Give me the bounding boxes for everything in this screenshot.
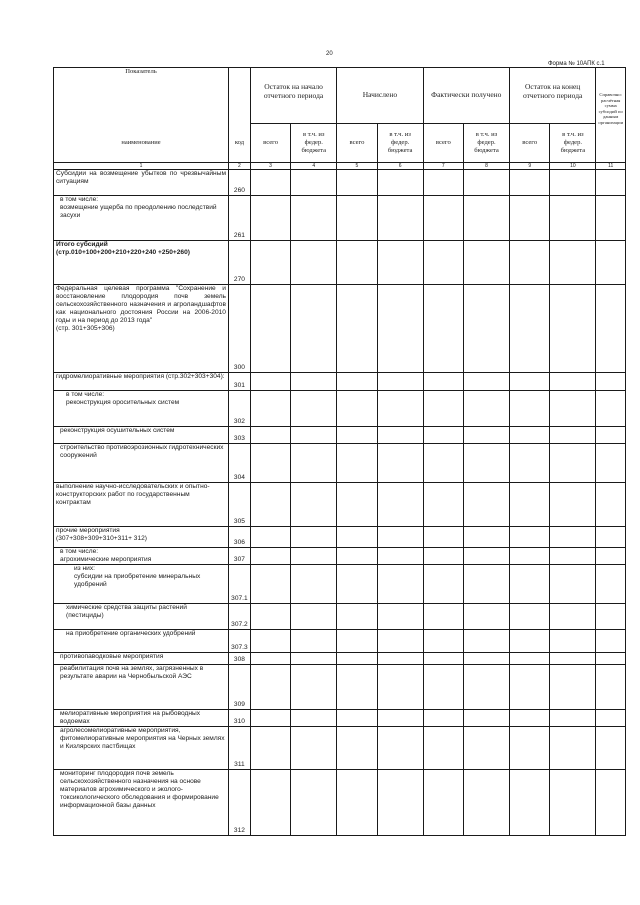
value-cell[interactable] (250, 444, 290, 483)
value-cell[interactable] (291, 391, 337, 427)
value-cell[interactable] (377, 527, 423, 548)
value-cell[interactable] (337, 665, 377, 710)
table-row (54, 665, 626, 710)
column-number: 8 (464, 163, 510, 170)
value-cell[interactable] (596, 548, 626, 565)
value-cell[interactable] (596, 653, 626, 665)
value-cell[interactable] (596, 241, 626, 285)
value-cell[interactable] (377, 427, 423, 444)
row-code: 307 (228, 548, 250, 565)
value-cell[interactable] (377, 483, 423, 527)
column-number: 3 (250, 163, 290, 170)
value-cell[interactable] (291, 770, 337, 836)
header-total-4: всего (509, 124, 549, 163)
value-cell[interactable] (423, 444, 463, 483)
value-cell[interactable] (423, 483, 463, 527)
value-cell[interactable] (509, 727, 549, 770)
value-cell[interactable] (464, 548, 510, 565)
value-cell[interactable] (291, 427, 337, 444)
value-cell[interactable] (596, 604, 626, 630)
row-code: 312 (228, 770, 250, 836)
header-fed-2: в т.ч. из федер. бюджета (377, 124, 423, 163)
value-cell[interactable] (250, 565, 290, 604)
table-row (54, 373, 626, 391)
value-cell[interactable] (250, 630, 290, 653)
value-cell[interactable] (550, 548, 596, 565)
value-cell[interactable] (250, 770, 290, 836)
header-balance-end: Остаток на конец отчетного периода (509, 68, 595, 124)
header-balance-start: Остаток на начало отчетного периода (250, 68, 336, 124)
row-name: Итого субсидий (стр.010+100+200+210+220+240 +250+260) (54, 241, 229, 285)
row-code: 304 (228, 444, 250, 483)
value-cell[interactable] (423, 427, 463, 444)
value-cell[interactable] (596, 727, 626, 770)
value-cell[interactable] (550, 665, 596, 710)
value-cell[interactable] (423, 630, 463, 653)
value-cell[interactable] (596, 285, 626, 373)
value-cell[interactable] (250, 548, 290, 565)
value-cell[interactable] (596, 391, 626, 427)
table-row (54, 285, 626, 373)
row-name: в том числе: агрохимические мероприятия (54, 548, 229, 565)
row-name: противопаводковые мероприятия (54, 653, 229, 665)
table-row (54, 483, 626, 527)
value-cell[interactable] (337, 373, 377, 391)
value-cell[interactable] (337, 391, 377, 427)
value-cell[interactable] (291, 170, 337, 196)
value-cell[interactable] (337, 241, 377, 285)
header-fed-1: в т.ч. из федер. бюджета (291, 124, 337, 163)
value-cell[interactable] (550, 373, 596, 391)
table-row (54, 630, 626, 653)
value-cell[interactable] (464, 373, 510, 391)
value-cell[interactable] (550, 630, 596, 653)
value-cell[interactable] (423, 727, 463, 770)
row-code: 308 (228, 653, 250, 665)
row-name: в том числе: реконструкция оросительных систем (54, 391, 229, 427)
table-row (54, 653, 626, 665)
row-code: 302 (228, 391, 250, 427)
value-cell[interactable] (377, 373, 423, 391)
value-cell[interactable] (423, 196, 463, 241)
value-cell[interactable] (377, 630, 423, 653)
value-cell[interactable] (250, 373, 290, 391)
header-indicator: Показатель (54, 68, 229, 124)
value-cell[interactable] (509, 391, 549, 427)
value-cell[interactable] (337, 548, 377, 565)
value-cell[interactable] (509, 444, 549, 483)
value-cell[interactable] (337, 727, 377, 770)
column-number: 9 (509, 163, 549, 170)
header-fed-3: в т.ч. из федер. бюджета (464, 124, 510, 163)
value-cell[interactable] (550, 196, 596, 241)
value-cell[interactable] (337, 527, 377, 548)
value-cell[interactable] (464, 770, 510, 836)
table-row (54, 604, 626, 630)
value-cell[interactable] (509, 427, 549, 444)
value-cell[interactable] (509, 170, 549, 196)
value-cell[interactable] (509, 604, 549, 630)
value-cell[interactable] (423, 285, 463, 373)
value-cell[interactable] (550, 653, 596, 665)
value-cell[interactable] (377, 653, 423, 665)
column-number: 6 (377, 163, 423, 170)
value-cell[interactable] (509, 241, 549, 285)
value-cell[interactable] (250, 665, 290, 710)
value-cell[interactable] (423, 665, 463, 710)
table-row (54, 770, 626, 836)
column-number: 2 (228, 163, 250, 170)
row-name: реконструкция осушительных систем (54, 427, 229, 444)
column-number: 1 (54, 163, 229, 170)
value-cell[interactable] (550, 604, 596, 630)
row-name: прочие мероприятия (307+308+309+310+311+ 312) (54, 527, 229, 548)
value-cell[interactable] (423, 710, 463, 727)
header-reference: Справочно: расчётная сумма субсидий по данным организации (596, 68, 626, 163)
value-cell[interactable] (291, 196, 337, 241)
value-cell[interactable] (464, 444, 510, 483)
value-cell[interactable] (423, 241, 463, 285)
value-cell[interactable] (337, 604, 377, 630)
value-cell[interactable] (291, 727, 337, 770)
value-cell[interactable] (596, 630, 626, 653)
value-cell[interactable] (250, 285, 290, 373)
table-row (54, 527, 626, 548)
table-row (54, 196, 626, 241)
value-cell[interactable] (550, 565, 596, 604)
value-cell[interactable] (550, 710, 596, 727)
value-cell[interactable] (377, 391, 423, 427)
table-row (54, 444, 626, 483)
value-cell[interactable] (550, 527, 596, 548)
row-code: 307.3 (228, 630, 250, 653)
row-name: из них: субсидии на приобретение минеральных удобрений (54, 565, 229, 604)
value-cell[interactable] (464, 285, 510, 373)
value-cell[interactable] (596, 444, 626, 483)
row-code: 270 (228, 241, 250, 285)
row-name: Федеральная целевая программа "Сохранение и восстановление плодородия почв земель сельскохозяйственного назначения и агроландшафтов как национального достояния России на 2006-2010 годы и на период до 2013 года" (стр. 301+305+306) (54, 285, 229, 373)
column-number: 4 (291, 163, 337, 170)
row-name: в том числе: возмещение ущерба по преодолению последствий засухи (54, 196, 229, 241)
value-cell[interactable] (464, 483, 510, 527)
value-cell[interactable] (596, 483, 626, 527)
value-cell[interactable] (377, 444, 423, 483)
value-cell[interactable] (464, 653, 510, 665)
value-cell[interactable] (423, 527, 463, 548)
table-row (54, 565, 626, 604)
value-cell[interactable] (291, 630, 337, 653)
value-cell[interactable] (291, 285, 337, 373)
report-table (53, 67, 626, 836)
header-code-blank (228, 68, 250, 124)
value-cell[interactable] (250, 196, 290, 241)
value-cell[interactable] (377, 665, 423, 710)
row-code: 305 (228, 483, 250, 527)
table-row (54, 548, 626, 565)
value-cell[interactable] (291, 565, 337, 604)
table-row (54, 727, 626, 770)
row-name: реабилитация почв на землях, загрязненных в результате аварии на Чернобыльской АЭС (54, 665, 229, 710)
value-cell[interactable] (509, 527, 549, 548)
value-cell[interactable] (596, 527, 626, 548)
value-cell[interactable] (550, 170, 596, 196)
value-cell[interactable] (423, 548, 463, 565)
table-row (54, 427, 626, 444)
value-cell[interactable] (509, 630, 549, 653)
value-cell[interactable] (250, 483, 290, 527)
table-row (54, 170, 626, 196)
value-cell[interactable] (596, 170, 626, 196)
value-cell[interactable] (464, 565, 510, 604)
value-cell[interactable] (509, 665, 549, 710)
value-cell[interactable] (337, 285, 377, 373)
value-cell[interactable] (250, 710, 290, 727)
value-cell[interactable] (291, 548, 337, 565)
value-cell[interactable] (596, 196, 626, 241)
value-cell[interactable] (509, 285, 549, 373)
value-cell[interactable] (423, 373, 463, 391)
value-cell[interactable] (291, 653, 337, 665)
page-number: 20 (326, 51, 333, 57)
value-cell[interactable] (550, 770, 596, 836)
value-cell[interactable] (337, 483, 377, 527)
header-total-3: всего (423, 124, 463, 163)
value-cell[interactable] (464, 630, 510, 653)
value-cell[interactable] (596, 373, 626, 391)
value-cell[interactable] (377, 604, 423, 630)
value-cell[interactable] (509, 710, 549, 727)
value-cell[interactable] (596, 427, 626, 444)
value-cell[interactable] (464, 665, 510, 710)
value-cell[interactable] (377, 548, 423, 565)
row-code: 307.1 (228, 565, 250, 604)
value-cell[interactable] (377, 710, 423, 727)
value-cell[interactable] (464, 196, 510, 241)
value-cell[interactable] (250, 527, 290, 548)
value-cell[interactable] (291, 527, 337, 548)
header-name: наименование (54, 124, 229, 163)
value-cell[interactable] (596, 770, 626, 836)
value-cell[interactable] (464, 710, 510, 727)
row-name: мелиоративные мероприятия на рыбоводных водоемах (54, 710, 229, 727)
value-cell[interactable] (596, 665, 626, 710)
value-cell[interactable] (337, 653, 377, 665)
value-cell[interactable] (423, 565, 463, 604)
value-cell[interactable] (596, 565, 626, 604)
value-cell[interactable] (509, 483, 549, 527)
value-cell[interactable] (337, 770, 377, 836)
value-cell[interactable] (377, 170, 423, 196)
row-name: химические средства защиты растений (пестициды) (54, 604, 229, 630)
value-cell[interactable] (337, 444, 377, 483)
value-cell[interactable] (423, 770, 463, 836)
value-cell[interactable] (291, 373, 337, 391)
value-cell[interactable] (464, 727, 510, 770)
value-cell[interactable] (377, 196, 423, 241)
value-cell[interactable] (550, 391, 596, 427)
column-number: 11 (596, 163, 626, 170)
row-name: на приобретение органических удобрений (54, 630, 229, 653)
row-name: мониторинг плодородия почв земель сельскохозяйственного назначения на основе материалов агрохимического и эколого-токсикологического обследования и формирование информационной базы данных (54, 770, 229, 836)
value-cell[interactable] (291, 241, 337, 285)
value-cell[interactable] (423, 170, 463, 196)
value-cell[interactable] (250, 653, 290, 665)
row-code: 310 (228, 710, 250, 727)
value-cell[interactable] (337, 565, 377, 604)
row-code: 261 (228, 196, 250, 241)
value-cell[interactable] (550, 727, 596, 770)
value-cell[interactable] (509, 196, 549, 241)
column-number: 7 (423, 163, 463, 170)
row-name: Субсидии на возмещение убытков по чрезвычайным ситуациям (54, 170, 229, 196)
value-cell[interactable] (377, 770, 423, 836)
value-cell[interactable] (377, 241, 423, 285)
value-cell[interactable] (550, 444, 596, 483)
value-cell[interactable] (464, 241, 510, 285)
value-cell[interactable] (509, 653, 549, 665)
value-cell[interactable] (550, 427, 596, 444)
value-cell[interactable] (291, 444, 337, 483)
value-cell[interactable] (337, 630, 377, 653)
value-cell[interactable] (464, 527, 510, 548)
row-code: 306 (228, 527, 250, 548)
table-row (54, 710, 626, 727)
value-cell[interactable] (337, 427, 377, 444)
header-code: код (228, 124, 250, 163)
value-cell[interactable] (250, 241, 290, 285)
value-cell[interactable] (291, 604, 337, 630)
column-number: 5 (337, 163, 377, 170)
row-code: 309 (228, 665, 250, 710)
value-cell[interactable] (509, 548, 549, 565)
table-row (54, 241, 626, 285)
value-cell[interactable] (291, 710, 337, 727)
value-cell[interactable] (509, 373, 549, 391)
row-code: 260 (228, 170, 250, 196)
row-code: 311 (228, 727, 250, 770)
row-code: 307.2 (228, 604, 250, 630)
header-total-2: всего (337, 124, 377, 163)
value-cell[interactable] (377, 727, 423, 770)
value-cell[interactable] (464, 170, 510, 196)
value-cell[interactable] (337, 170, 377, 196)
row-code: 301 (228, 373, 250, 391)
value-cell[interactable] (550, 483, 596, 527)
row-code: 300 (228, 285, 250, 373)
value-cell[interactable] (464, 427, 510, 444)
value-cell[interactable] (250, 604, 290, 630)
column-number: 10 (550, 163, 596, 170)
row-name: агролесомелиоративные мероприятия, фитомелиоративные мероприятия на Черных землях и Кизлярских пастбищах (54, 727, 229, 770)
value-cell[interactable] (509, 565, 549, 604)
value-cell[interactable] (509, 770, 549, 836)
value-cell[interactable] (377, 565, 423, 604)
value-cell[interactable] (423, 391, 463, 427)
value-cell[interactable] (291, 483, 337, 527)
value-cell[interactable] (464, 391, 510, 427)
value-cell[interactable] (291, 665, 337, 710)
value-cell[interactable] (464, 604, 510, 630)
value-cell[interactable] (550, 285, 596, 373)
value-cell[interactable] (550, 241, 596, 285)
row-name: гидромелиоративные мероприятия (стр.302+303+304): (54, 373, 229, 391)
value-cell[interactable] (337, 196, 377, 241)
header-total-1: всего (250, 124, 290, 163)
header-fed-4: в т.ч. из федер. бюджета (550, 124, 596, 163)
value-cell[interactable] (596, 710, 626, 727)
value-cell[interactable] (423, 653, 463, 665)
value-cell[interactable] (250, 727, 290, 770)
table-row (54, 391, 626, 427)
value-cell[interactable] (337, 710, 377, 727)
value-cell[interactable] (423, 604, 463, 630)
value-cell[interactable] (377, 285, 423, 373)
row-code: 303 (228, 427, 250, 444)
header-received: Фактически получено (423, 68, 509, 124)
row-name: выполнение научно-исследовательских и опытно-конструкторских работ по государственным контрактам (54, 483, 229, 527)
value-cell[interactable] (250, 170, 290, 196)
header-accrued: Начислено (337, 68, 423, 124)
value-cell[interactable] (250, 391, 290, 427)
row-name: строительство противоэрозионных гидротехнических сооружений (54, 444, 229, 483)
value-cell[interactable] (250, 427, 290, 444)
form-name: Форма № 10АПК с.1 (548, 61, 605, 67)
